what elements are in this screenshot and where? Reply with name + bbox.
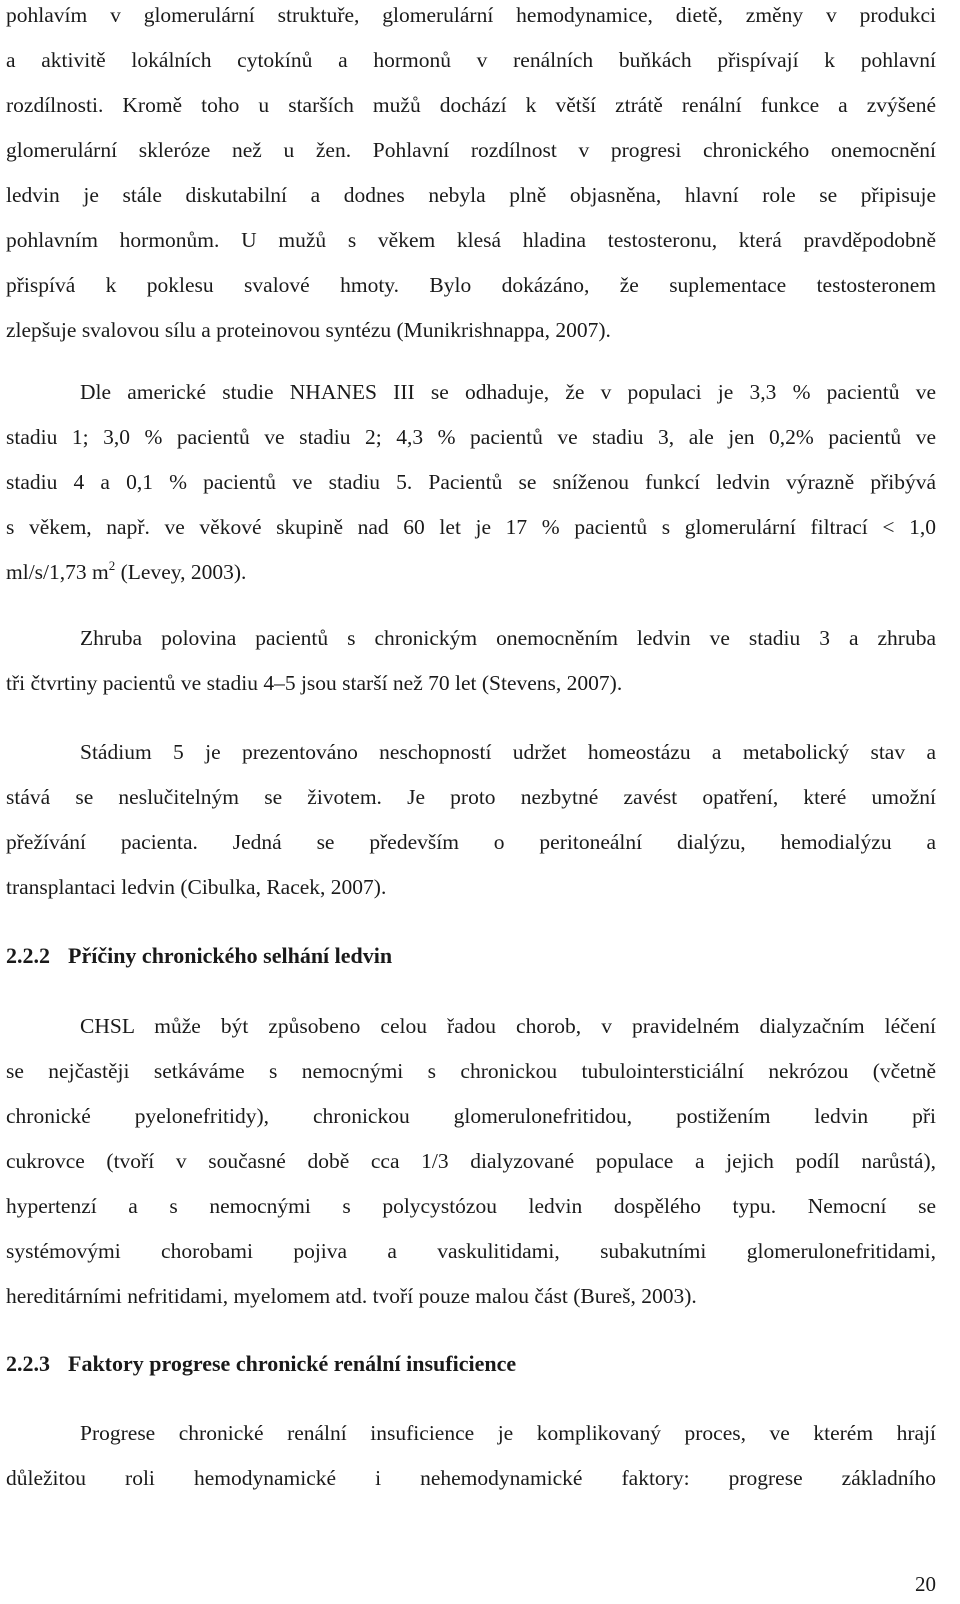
text-line: důležitou roli hemodynamické i nehemodynamické faktory: progrese základního (6, 1466, 936, 1490)
section-number: 2.2.3 (6, 1351, 50, 1376)
text-line: CHSL může být způsobeno celou řadou chorob, v pravidelném dialyzačním léčení (80, 1014, 936, 1038)
text-line: ledvin je stále diskutabilní a dodnes nebyla plně objasněna, hlavní role se připisuje (6, 183, 936, 207)
text-segment: ml/s/1,73 m (6, 560, 109, 584)
text-line: Progrese chronické renální insuficience je komplikovaný proces, ve kterém hrají (80, 1421, 936, 1445)
text-line: glomerulární skleróze než u žen. Pohlavní rozdílnost v progresi chronického onemocnění (6, 138, 936, 162)
text-line: pohlavím v glomerulární struktuře, glomerulární hemodynamice, dietě, změny v produkci (6, 3, 936, 27)
text-line: chronické pyelonefritidy), chronickou glomerulonefritidou, postižením ledvin při (6, 1104, 936, 1128)
text-line: Zhruba polovina pacientů s chronickým onemocněním ledvin ve stadiu 3 a zhruba (80, 626, 936, 650)
text-line: stadiu 4 a 0,1 % pacientů ve stadiu 5. Pacientů se sníženou funkcí ledvin výrazně přibývá (6, 470, 936, 494)
text-line: hereditárními nefritidami, myelomem atd. tvoří pouze malou část (Bureš, 2003). (6, 1284, 697, 1308)
text-line: zlepšuje svalovou sílu a proteinovou syntézu (Munikrishnappa, 2007). (6, 318, 611, 342)
text-line (6, 557, 936, 587)
section-title: Příčiny chronického selhání ledvin (68, 943, 393, 968)
section-title: Faktory progrese chronické renální insuficience (68, 1351, 517, 1376)
text-line: systémovými chorobami pojiva a vaskulitidami, subakutními glomerulonefritidami, (6, 1239, 936, 1263)
text-line: přežívání pacienta. Jedná se především o peritoneální dialýzu, hemodialýzu a (6, 830, 936, 854)
text-line: transplantaci ledvin (Cibulka, Racek, 2007). (6, 875, 387, 899)
text-line: a aktivitě lokálních cytokínů a hormonů v renálních buňkách přispívají k pohlavní (6, 48, 936, 72)
page-number: 20 (915, 1572, 936, 1596)
text-line: cukrovce (tvoří v současné době cca 1/3 dialyzované populace a jejich podíl narůstá), (6, 1149, 936, 1173)
text-line: hypertenzí a s nemocnými s polycystózou ledvin dospělého typu. Nemocní se (6, 1194, 936, 1218)
text-line: pohlavním hormonům. U mužů s věkem klesá hladina testosteronu, která pravděpodobně (6, 228, 936, 252)
text-line: přispívá k poklesu svalové hmoty. Bylo dokázáno, že suplementace testosteronem (6, 273, 936, 297)
text-line: Dle americké studie NHANES III se odhaduje, že v populaci je 3,3 % pacientů ve (80, 380, 936, 404)
superscript: 2 (108, 558, 116, 573)
section-heading (6, 941, 936, 971)
section-number: 2.2.2 (6, 943, 50, 968)
text-line: tři čtvrtiny pacientů ve stadiu 4–5 jsou starší než 70 let (Stevens, 2007). (6, 671, 623, 695)
text-segment: (Levey, 2003). (115, 560, 247, 584)
text-line: stává se neslučitelným se životem. Je proto nezbytné zavést opatření, které umožní (6, 785, 936, 809)
text-line: stadiu 1; 3,0 % pacientů ve stadiu 2; 4,3 % pacientů ve stadiu 3, ale jen 0,2% pacientů ve (6, 425, 936, 449)
text-line: s věkem, např. ve věkové skupině nad 60 let je 17 % pacientů s glomerulární filtrací < 1,0 (6, 515, 936, 539)
text-line: Stádium 5 je prezentováno neschopností udržet homeostázu a metabolický stav a (80, 740, 936, 764)
text-line: se nejčastěji setkáváme s nemocnými s chronickou tubulointersticiální nekrózou (včetně (6, 1059, 936, 1083)
text-line: rozdílnosti. Kromě toho u starších mužů dochází k větší ztrátě renální funkce a zvýšené (6, 93, 936, 117)
section-heading (6, 1349, 936, 1379)
